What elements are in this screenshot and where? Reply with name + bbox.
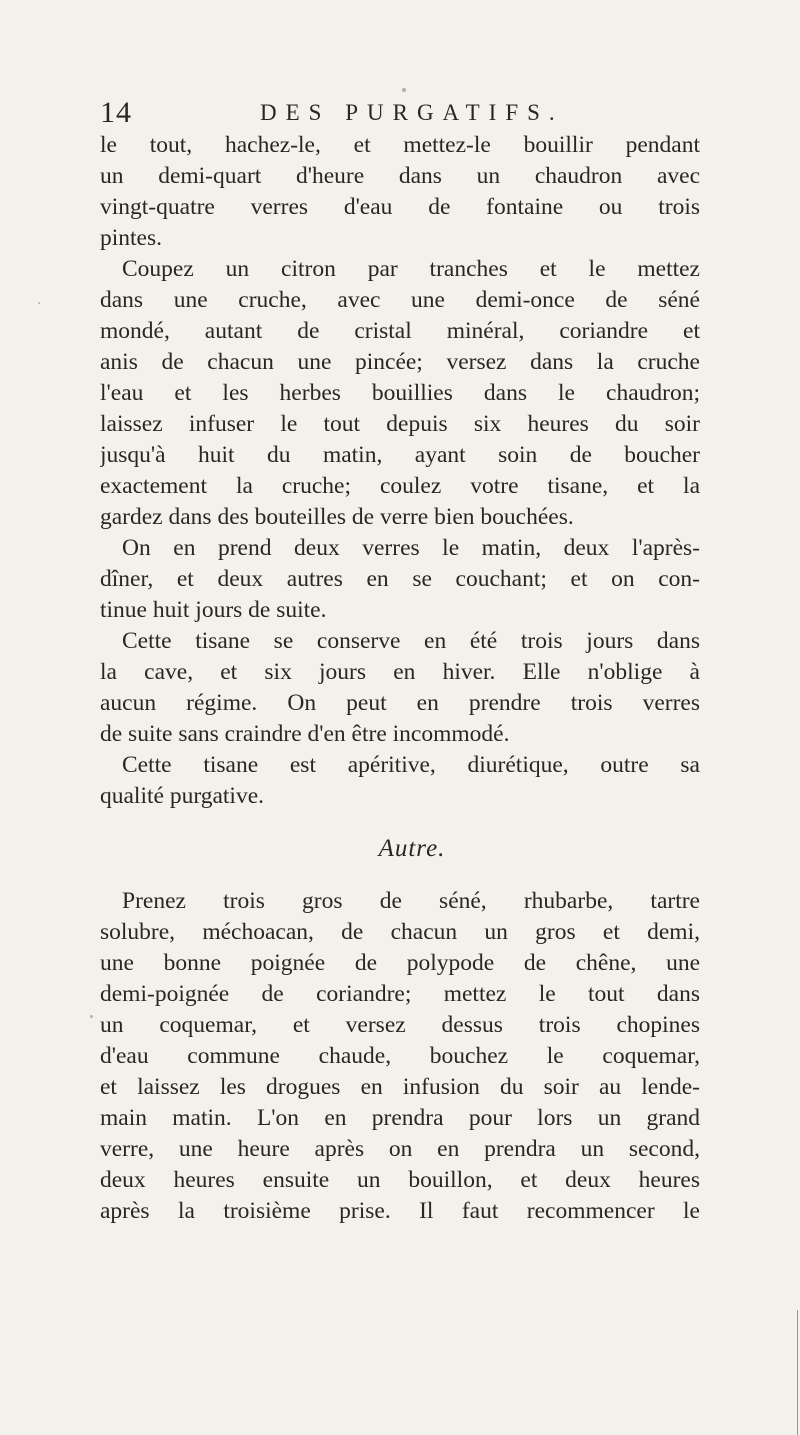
paragraph (100, 130, 700, 254)
text-line: vingt-quatre verres d'eau de fontaine ou trois (100, 194, 700, 220)
paragraph (100, 254, 700, 533)
page-edge (797, 1310, 798, 1435)
text-line: anis de chacun une pincée; versez dans la cruche (100, 349, 700, 375)
text-line: et laissez les drogues en infusion du soir au lende- (100, 1074, 700, 1100)
text-line: une bonne poignée de polypode de chêne, une (100, 950, 700, 976)
paper-speck (38, 302, 40, 304)
text-line: de suite sans craindre d'en être incommodé. (100, 721, 510, 747)
text-line: dîner, et deux autres en se couchant; et on con- (100, 566, 700, 592)
text-line: exactement la cruche; coulez votre tisane, et la (100, 473, 700, 499)
running-title: DES PURGATIFS. (260, 100, 564, 125)
paper-speck (402, 88, 406, 92)
text-line: demi-poignée de coriandre; mettez le tout dans (100, 981, 700, 1007)
section-heading: Autre. (378, 835, 446, 862)
text-line: aucun régime. On peut en prendre trois verres (100, 690, 700, 716)
text-line: solubre, méchoacan, de chacun un gros et demi, (100, 919, 700, 945)
text-line: l'eau et les herbes bouillies dans le chaudron; (100, 380, 700, 406)
text-line: le tout, hachez-le, et mettez-le bouillir pendant (100, 132, 700, 158)
text-line: pintes. (100, 225, 163, 251)
text-line: Prenez trois gros de séné, rhubarbe, tartre (122, 888, 700, 914)
page-number: 14 (100, 96, 132, 129)
text-line: gardez dans des bouteilles de verre bien bouchées. (100, 504, 574, 530)
text-line: Cette tisane est apéritive, diurétique, outre sa (122, 752, 700, 778)
page-header (100, 96, 660, 132)
text-line: Cette tisane se conserve en été trois jours dans (122, 628, 700, 654)
text-line: On en prend deux verres le matin, deux l'après- (122, 535, 700, 561)
text-line: laissez infuser le tout depuis six heures du soir (100, 411, 700, 437)
text-line: verre, une heure après on en prendra un second, (100, 1136, 700, 1162)
text-line: deux heures ensuite un bouillon, et deux heures (100, 1167, 700, 1193)
text-line: un demi-quart d'heure dans un chaudron avec (100, 163, 700, 189)
text-line: Coupez un citron par tranches et le mettez (122, 256, 700, 282)
text-line: après la troisième prise. Il faut recommencer le (100, 1198, 700, 1224)
paragraph (100, 886, 700, 1227)
text-line: un coquemar, et versez dessus trois chopines (100, 1012, 700, 1038)
text-line: jusqu'à huit du matin, ayant soin de boucher (100, 442, 700, 468)
text-line: la cave, et six jours en hiver. Elle n'oblige à (100, 659, 700, 685)
text-line: dans une cruche, avec une demi-once de séné (100, 287, 700, 313)
paragraph (100, 533, 700, 626)
text-line: tinue huit jours de suite. (100, 597, 327, 623)
text-line: d'eau commune chaude, bouchez le coquemar, (100, 1043, 700, 1069)
text-line: mondé, autant de cristal minéral, coriandre et (100, 318, 700, 344)
text-line: qualité purgative. (100, 783, 265, 809)
body-text (100, 130, 700, 1227)
paper-speck (90, 1015, 93, 1018)
paragraph (100, 750, 700, 812)
paragraph (100, 626, 700, 750)
text-line: main matin. L'on en prendra pour lors un grand (100, 1105, 700, 1131)
